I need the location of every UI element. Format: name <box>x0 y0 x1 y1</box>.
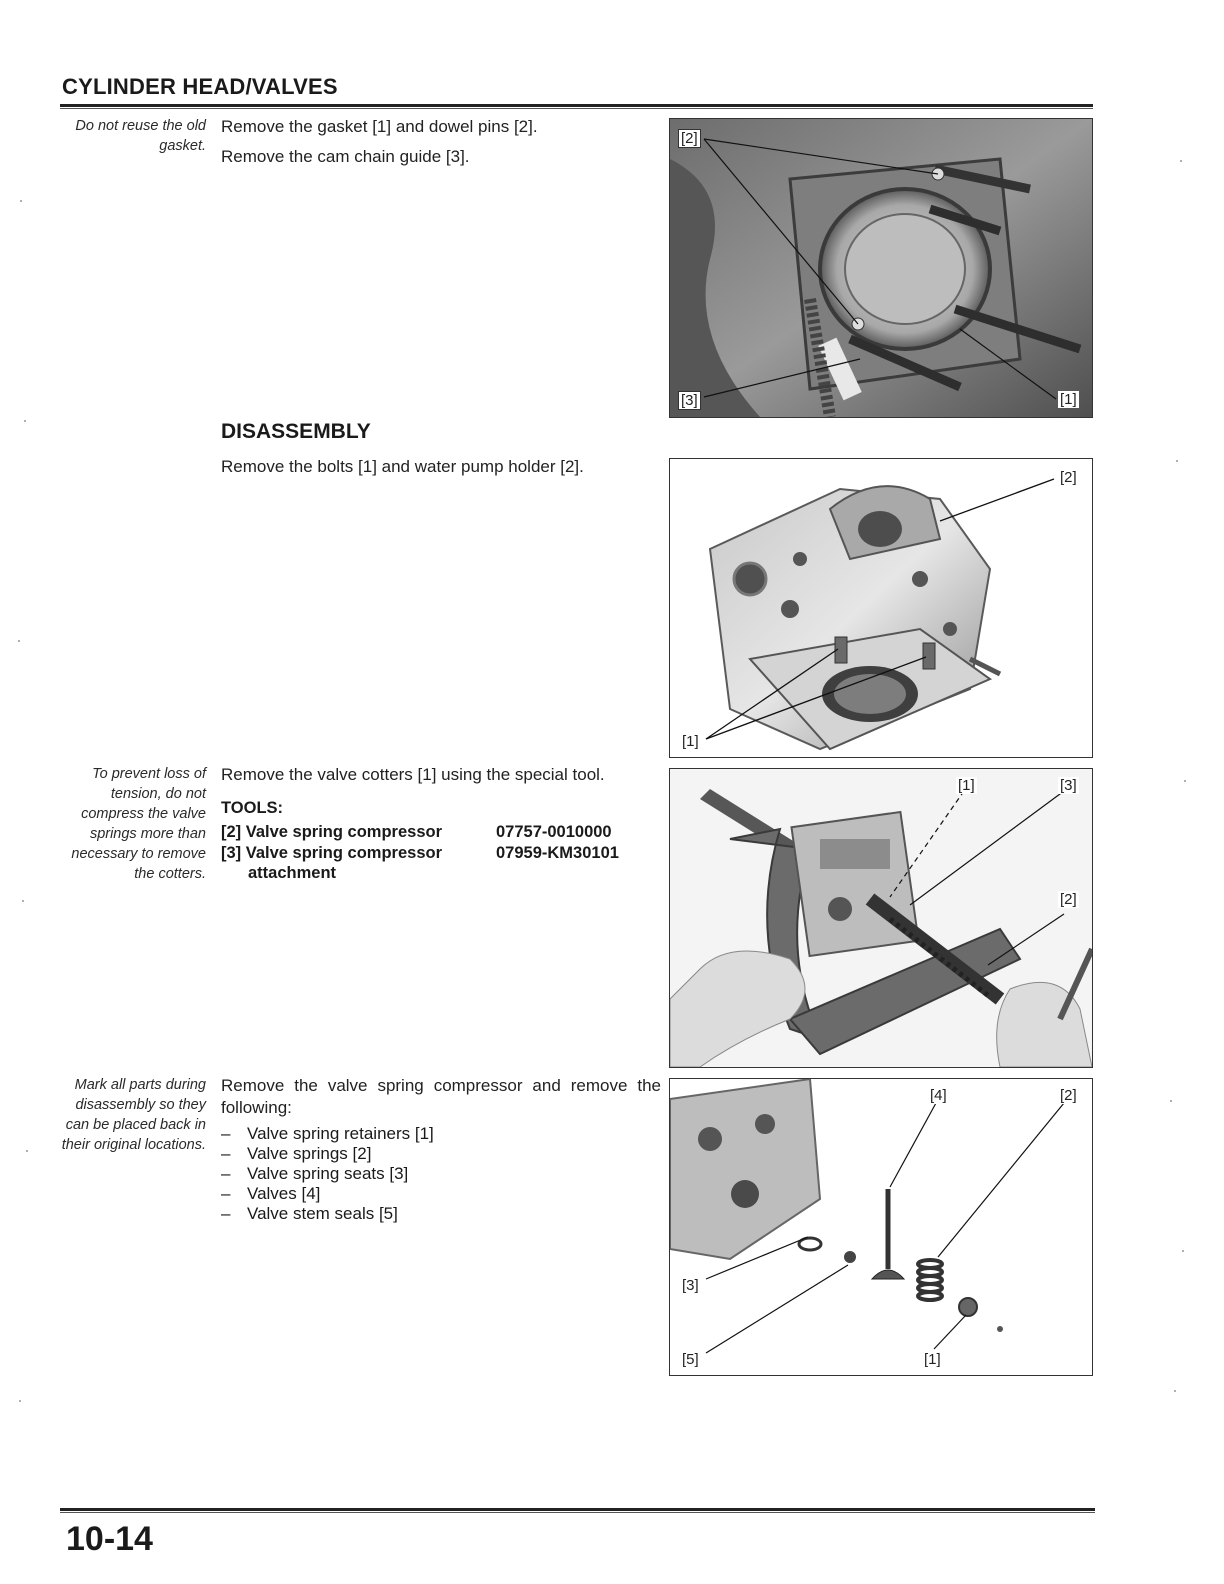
cylinder-gasket-illustration <box>670 119 1092 417</box>
disassembly-text: Remove the bolts [1] and water pump holder [2]. <box>221 457 584 476</box>
callout-label: [2] <box>1060 1087 1077 1104</box>
callout-label: [3] <box>1060 777 1077 794</box>
footer-rule <box>60 1508 1095 1511</box>
list-item: – Valve spring seats [3] <box>221 1164 434 1184</box>
list-item: – Valve stem seals [5] <box>221 1204 434 1224</box>
removed-parts-list <box>221 1124 434 1224</box>
mark-parts-note: Mark all parts during disassembly so they can be placed back in their original locations. <box>61 1077 206 1153</box>
tool-name-continued: attachment <box>248 864 337 882</box>
tool-number: 07959-KM30101 <box>496 844 619 862</box>
list-item: – Valves [4] <box>221 1184 434 1204</box>
callout-label: [5] <box>682 1351 699 1368</box>
water-pump-holder-illustration <box>670 459 1092 757</box>
callout-label: [3] <box>678 391 701 410</box>
list-item: – Valve springs [2] <box>221 1144 434 1164</box>
list-item: – Valve spring retainers [1] <box>221 1124 434 1144</box>
callout-label: [2] <box>678 129 701 148</box>
step3-text: Remove the valve cotters [1] using the special tool. <box>221 765 605 784</box>
page-title: CYLINDER HEAD/VALVES <box>62 74 338 99</box>
callout-label: [2] <box>1060 891 1077 908</box>
tension-note: To prevent loss of tension, do not compress the valve springs more than necessary to remove the cotters. <box>71 766 206 882</box>
figure-cylinder-gasket <box>669 118 1093 418</box>
valve-cotters-illustration <box>670 769 1092 1067</box>
header-rule-thin <box>60 108 1093 109</box>
figure-valve-cotters <box>669 768 1093 1068</box>
valve-parts-illustration <box>670 1079 1092 1375</box>
callout-label: [2] <box>1060 469 1077 486</box>
footer-rule-thin <box>60 1512 1095 1513</box>
header-rule <box>60 104 1093 107</box>
callout-label: [4] <box>930 1087 947 1104</box>
callout-label: [1] <box>924 1351 941 1368</box>
callout-label: [1] <box>682 733 699 750</box>
callout-label: [1] <box>1060 391 1077 408</box>
figure-water-pump-holder <box>669 458 1093 758</box>
callout-label: [1] <box>958 777 975 794</box>
tools-label: TOOLS: <box>221 799 284 817</box>
step4-text: Remove the valve spring compressor and remove the following: <box>221 1076 661 1117</box>
callout-label: [3] <box>682 1277 699 1294</box>
section-heading: DISASSEMBLY <box>221 420 371 443</box>
step1-line-2: Remove the cam chain guide [3]. <box>221 147 470 166</box>
tool-name: [3] Valve spring compressor <box>221 844 443 862</box>
gasket-note: Do not reuse the old gasket. <box>75 118 206 154</box>
page-number: 10-14 <box>66 1520 153 1558</box>
tool-number: 07757-0010000 <box>496 823 612 841</box>
tool-name: [2] Valve spring compressor <box>221 823 443 841</box>
figure-valve-parts <box>669 1078 1093 1376</box>
step1-line-1: Remove the gasket [1] and dowel pins [2]. <box>221 117 538 136</box>
